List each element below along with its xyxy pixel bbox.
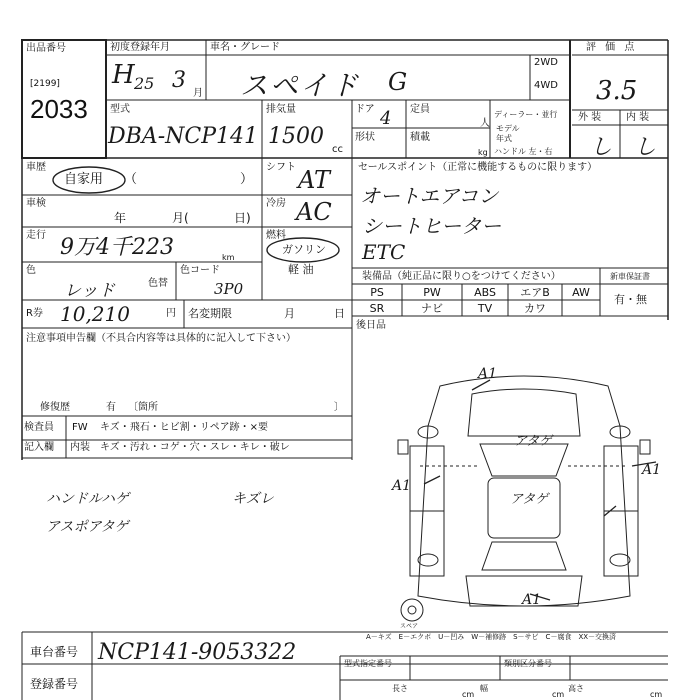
score-label: 評 価 点	[586, 42, 638, 53]
class-number-label: 類別区分番号	[504, 659, 552, 668]
displacement-label: 排気量	[266, 104, 296, 115]
chassis-number: NCP141-9053322	[98, 640, 297, 665]
width-unit: cm	[552, 690, 565, 699]
shift-value: AT	[298, 166, 331, 194]
fw-items: キズ・飛石・ヒビ割・リペア跡・×要	[100, 422, 268, 433]
load-unit: kg	[478, 148, 488, 157]
repair-close: 〕	[334, 402, 344, 413]
equipment-label: 装備品（純正品に限り○をつけてください）	[362, 271, 561, 282]
equip-abs: ABS	[474, 286, 496, 299]
first-reg-year: 25	[134, 74, 155, 93]
exterior-label: 外 装	[578, 112, 602, 123]
damage-mark-1: A1	[478, 366, 498, 382]
equip-sr: SR	[369, 302, 385, 315]
inspector-label-2: 記入欄	[24, 442, 54, 453]
model-label: 型式	[110, 104, 130, 115]
recycle-label: R券	[26, 308, 43, 319]
capacity-unit: 人	[480, 118, 490, 129]
mileage-label: 走行	[26, 230, 46, 241]
notes-label: 注意事項申告欄（不具合内容等は具体的に記入して下さい）	[26, 333, 296, 344]
name-change-day: 日	[334, 307, 345, 320]
recycle-unit: 円	[166, 308, 176, 319]
sales-point-1: オートエアコン	[360, 184, 499, 208]
inspection-month-unit: 月(	[172, 211, 189, 225]
name-change-month: 月	[284, 307, 295, 320]
inspector-comment-3: キズレ	[232, 491, 274, 507]
equip-tv: TV	[477, 302, 493, 315]
lot-small: [2199]	[30, 79, 60, 89]
history-paren-open: （	[124, 172, 138, 187]
repair-label: 修復歴	[40, 402, 70, 413]
after-items-label: 後日品	[356, 320, 386, 331]
sales-point-2: シートヒーター	[362, 214, 502, 238]
warranty-value: 有・無	[614, 293, 647, 306]
displacement-unit: cc	[332, 144, 343, 155]
history-paren-close: ）	[240, 172, 254, 187]
first-reg-month: 3	[172, 68, 186, 93]
equip-leather: カワ	[524, 302, 546, 315]
mileage-value: 9万4千223	[60, 235, 174, 260]
height-unit: cm	[650, 690, 663, 699]
displacement-value: 1500	[268, 124, 324, 149]
sales-point-3: ETC	[362, 240, 406, 264]
ac-label: 冷房	[266, 198, 286, 209]
exterior-score: し	[590, 135, 613, 160]
capacity-label: 定員	[410, 104, 430, 115]
sales-points-label: セールスポイント（正常に機能するものに限ります）	[358, 162, 598, 173]
drive-2wd: 2WD	[534, 57, 558, 68]
length-unit: cm	[462, 690, 475, 699]
car-name: スペイド	[240, 69, 361, 102]
repair-part: 〔箇所	[128, 402, 158, 413]
interior-inspect-items: キズ・汚れ・コゲ・穴・スレ・キレ・破レ	[100, 442, 290, 453]
lot-number: 2033	[30, 94, 88, 124]
mileage-unit: km	[222, 253, 235, 262]
damage-mark-4: アタゲ	[510, 492, 549, 507]
color-value: レッド	[64, 281, 115, 301]
history-label: 車歴	[26, 162, 46, 173]
model-year-label-2: 年式	[496, 134, 512, 143]
load-label: 積載	[410, 132, 430, 143]
chassis-label: 車台番号	[30, 645, 79, 659]
shape-label: 形状	[355, 132, 375, 143]
repair-has: 有	[106, 402, 116, 413]
model-value: DBA-NCP141	[108, 124, 259, 149]
fuel-alt: 軽 油	[288, 263, 314, 276]
registration-label: 登録番号	[30, 677, 79, 691]
lot-label: 出品番号	[26, 43, 66, 54]
interior-score: し	[634, 135, 657, 160]
drive-4wd: 4WD	[534, 80, 558, 91]
first-reg-era: H	[112, 60, 135, 90]
interior-inspect-label: 内装	[70, 442, 90, 453]
doors-value: 4	[380, 108, 392, 129]
doors-label: ドア	[355, 104, 375, 115]
damage-mark-6: A1	[522, 592, 542, 608]
width-label: 幅	[480, 684, 488, 693]
damage-mark-3: A1	[392, 478, 412, 494]
inspector-comment-1: ハンドルハゲ	[46, 491, 130, 507]
equip-navi: ナビ	[421, 302, 443, 315]
first-reg-label: 初度登録年月	[110, 42, 170, 53]
color-change-label: 色替	[148, 278, 168, 289]
dealer-label: ディーラー・並行	[494, 110, 558, 119]
score-value: 3.5	[596, 76, 638, 106]
fuel-value: ガソリン	[282, 243, 326, 256]
inspection-label: 車検	[26, 198, 46, 209]
length-label: 長さ	[392, 684, 408, 693]
grade: G	[388, 68, 408, 96]
model-year-label: モデル	[496, 124, 520, 133]
fuel-label: 燃料	[266, 230, 286, 241]
equip-ps: PS	[370, 286, 384, 299]
color-code-value: 3P0	[214, 280, 244, 298]
recycle-value: 10,210	[60, 302, 130, 326]
equip-pw: PW	[423, 286, 441, 299]
type-cert-label: 型式指定番号	[344, 659, 392, 668]
damage-mark-2: アタゲ	[514, 434, 553, 449]
first-reg-month-unit: 月	[193, 88, 203, 99]
inspector-comment-2: アスポアタゲ	[46, 519, 129, 535]
spare-label: スペア	[400, 623, 419, 630]
damage-legend: A－キズ E－エクボ U－凹み W－補修跡 S－サビ C－腐食 XX－交換済	[366, 633, 617, 641]
ac-value: AC	[296, 198, 332, 226]
equip-aw: AW	[572, 286, 590, 299]
equip-airbag: エアB	[520, 286, 550, 299]
shift-label: シフト	[266, 162, 296, 173]
warranty-label: 新車保証書	[610, 272, 650, 281]
handle-label: ハンドル 左・右	[494, 147, 553, 156]
height-label: 高さ	[568, 684, 584, 693]
fw-label: FW	[72, 422, 88, 433]
color-code-label: 色コード	[180, 265, 220, 276]
inspection-day-unit: 日)	[234, 211, 251, 225]
damage-mark-5: A1	[642, 462, 662, 478]
history-value: 自家用	[64, 172, 104, 187]
inspection-year-unit: 年	[114, 211, 127, 225]
car-name-label: 車名・グレード	[210, 42, 280, 53]
inspector-label-1: 検査員	[24, 422, 54, 433]
color-label: 色	[26, 265, 36, 276]
interior-label: 内 装	[626, 112, 650, 123]
name-change-label: 名変期限	[188, 307, 232, 320]
